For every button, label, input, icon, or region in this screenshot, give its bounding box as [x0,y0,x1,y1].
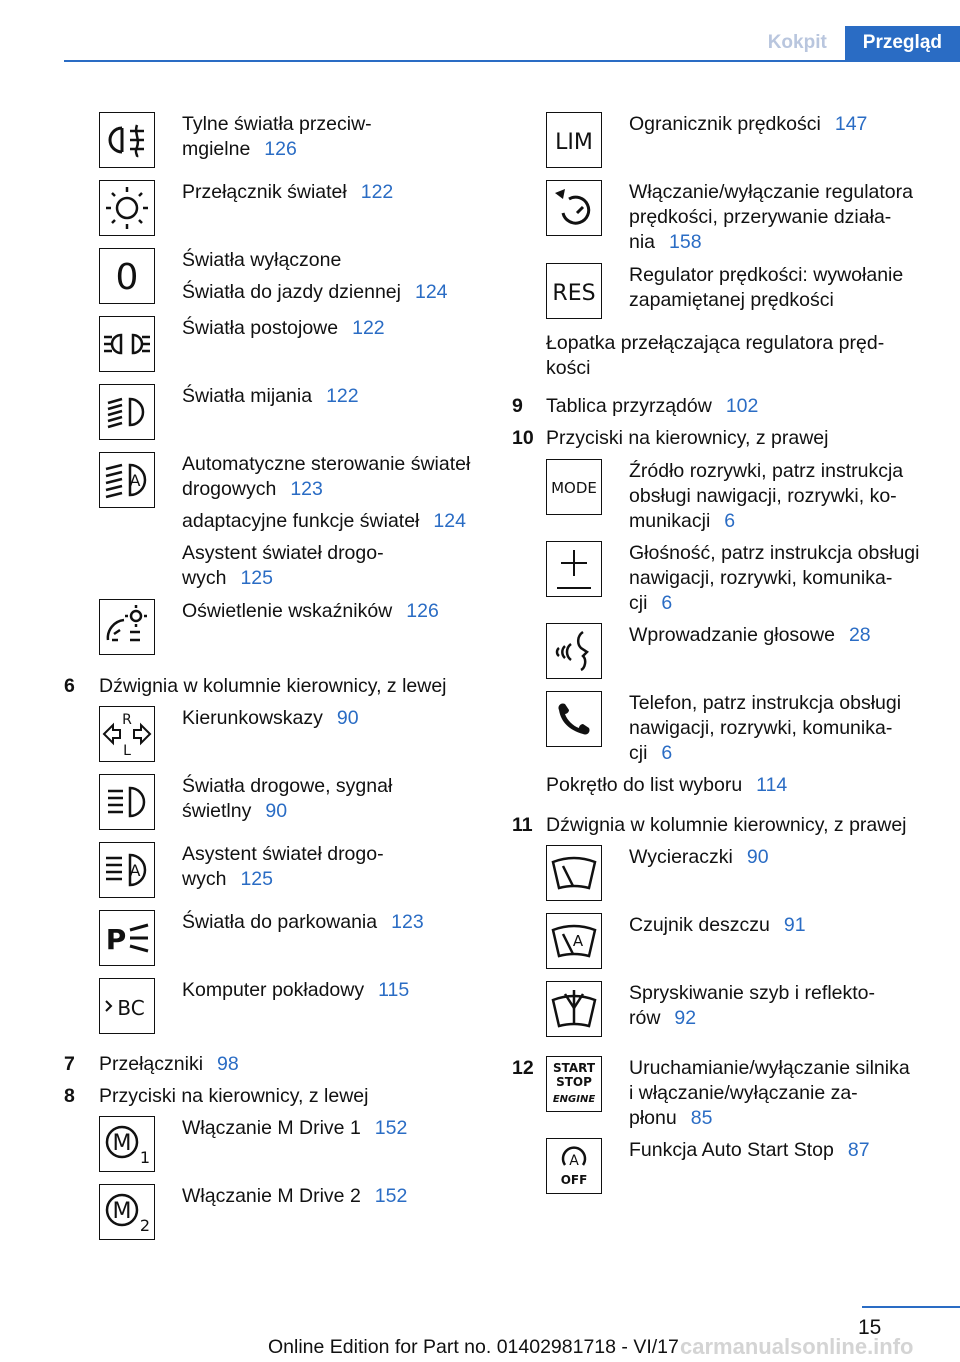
item-number-7: 7 [64,1053,75,1075]
page-ref[interactable]: 123 [290,478,323,500]
page-ref[interactable]: 123 [391,911,424,933]
high-beam-text: Światła drogowe, sygnał świetlny 90 [182,775,393,822]
resume-icon [546,263,602,319]
header-tabs [750,26,960,60]
parking-lights-text: Światła postojowe 122 [182,317,385,339]
instrument-lighting-icon [99,599,155,655]
washer-icon [546,981,602,1037]
page-ref[interactable]: 87 [847,1139,870,1161]
page-ref[interactable]: 124 [414,281,448,303]
auto-a-glyph: A [569,1153,579,1169]
mode-text: Źródło rozrywki, patrz instrukcja obsługi nawigacji, rozrywki, ko- munikacji 6 [629,460,904,532]
page-number: 15 [858,1316,882,1339]
page-ref[interactable]: 122 [360,181,394,203]
lights-off-text: Światła wyłączone Światła do jazdy dziennej 124 [182,249,448,303]
auto-high-beam-text: Automatyczne sterowanie świateł drogowych 123 adaptacyjne funkcje świateł 124 Asystent świateł drogo- wych 125 [182,453,471,589]
item-8-title: Przyciski na kierownicy, z lewej [99,1085,369,1107]
light-switch-icon [99,180,155,236]
page-ref[interactable]: 91 [783,914,806,936]
page-ref[interactable]: 152 [374,1185,408,1207]
speed-limiter-text: Ogranicznik prędkości 147 [629,113,868,135]
page-ref[interactable]: 90 [336,707,359,729]
page-ref[interactable]: 85 [690,1107,713,1129]
stop-glyph: STOP [556,1075,592,1089]
phone-icon [546,691,602,747]
m-drive-2-sub: 2 [139,1216,151,1235]
m-drive-2-text: Włączanie M Drive 2 152 [182,1185,408,1207]
watermark: carmanualsonline.info [680,1334,914,1359]
item-11-title: Dźwignia w kolumnie kierownicy, z prawej [546,814,907,836]
instrument-lighting-text: Oświetlenie wskaźników 126 [182,600,439,622]
onboard-computer-icon [99,978,155,1034]
volume-plus-icon [546,541,602,597]
turn-glyph-l: L [123,743,131,759]
item-number-9: 9 [512,395,523,417]
m-drive-1-text: Włączanie M Drive 1 152 [182,1117,408,1139]
lights-off-glyph: 0 [115,257,139,298]
item-9-title: Tablica przyrządów 102 [546,395,759,417]
resume-text: Regulator prędkości: wywołanie zapamiętanej prędkości [629,264,904,311]
limiter-glyph: LIM [555,130,593,155]
high-beam-assistant-text: Asystent świateł drogo- wych 125 [182,843,384,890]
lights-off-icon [99,248,155,304]
page-ref[interactable]: 28 [848,624,871,646]
header-rule [64,60,960,62]
item-number-10: 10 [512,427,534,449]
m-drive-2-icon [99,1184,155,1240]
voice-input-text: Wprowadzanie głosowe 28 [629,624,871,646]
cruise-control-text: Włączanie/wyłączanie regulatora prędkości, przerywanie działa- nia 158 [629,181,913,253]
rain-sensor-icon [546,913,602,969]
item-6-title: Dźwignia w kolumnie kierownicy, z lewej [99,675,447,697]
m-drive-1-sub: 1 [139,1148,151,1167]
rear-fog-light-icon [99,112,155,168]
start-stop-engine-icon [546,1056,602,1112]
page-ref[interactable]: 98 [217,1053,239,1075]
wipers-icon [546,845,602,901]
m-drive-1-glyph: M [112,1131,132,1156]
item-number-12: 12 [512,1057,534,1079]
page-ref[interactable]: 6 [661,592,673,614]
phone-text: Telefon, patrz instrukcja obsługi nawigacji, rozrywki, komunika- cji 6 [629,692,902,764]
parking-lights-icon [99,316,155,372]
computer-glyph: BC [117,996,145,1020]
page-ref[interactable]: 90 [746,846,769,868]
page-ref[interactable]: 158 [669,231,702,253]
page-ref[interactable]: 92 [674,1007,697,1029]
paddle-text: Łopatka przełączająca regulatora pręd- kości [546,332,885,379]
engine-glyph: ENGINE [552,1094,596,1105]
m-drive-2-glyph: M [112,1199,132,1224]
page-ref[interactable]: 125 [240,868,273,890]
speed-limiter-icon [546,112,602,168]
edition-note: Online Edition for Part no. 01402981718 - VI/17 [268,1336,679,1358]
turn-glyph-r: R [122,712,132,728]
auto-start-stop-text: Funkcja Auto Start Stop 87 [629,1139,870,1161]
mode-glyph: MODE [551,479,597,497]
auto-off-glyph: OFF [560,1173,588,1187]
voice-input-icon [546,623,602,679]
page-ref[interactable]: 6 [724,510,736,532]
page-ref[interactable]: 115 [378,979,410,1001]
onboard-computer-text: Komputer pokładowy 115 [182,979,410,1001]
start-stop-text: Uruchamianie/wyłączanie silnika i włączanie/wyłączanie za- płonu 85 [629,1057,910,1129]
item-7-title: Przełączniki 98 [99,1053,239,1075]
high-beam-icon [99,774,155,830]
rain-sensor-text: Czujnik deszczu 91 [629,914,806,936]
page-ref[interactable]: 122 [326,385,359,407]
page-ref[interactable]: 126 [406,600,439,622]
tab-przeglad[interactable]: Przegląd [845,26,960,60]
auto-high-beam-icon [99,452,155,508]
parking-light-p-text: Światła do parkowania 123 [182,911,424,933]
page-ref[interactable]: 152 [374,1117,408,1139]
knob-text: Pokrętło do list wyboru 114 [546,774,788,796]
low-beam-text: Światła mijania 122 [182,385,359,407]
page-ref[interactable]: 124 [433,510,466,532]
rear-fog-text: Tylne światła przeciw- mgielne 126 [182,113,372,160]
low-beam-icon [99,384,155,440]
auto-start-stop-icon [546,1138,602,1194]
tab-kokpit[interactable]: Kokpit [750,26,845,60]
item-10-title: Przyciski na kierownicy, z prawej [546,427,829,449]
page-ref[interactable]: 122 [352,317,385,339]
page-ref[interactable]: 102 [725,395,759,417]
item-number-11: 11 [512,814,533,836]
wipers-text: Wycieraczki 90 [629,846,769,868]
turn-signal-icon [99,706,155,762]
turn-signal-text: Kierunkowskazy 90 [182,707,359,729]
mode-button-icon [546,459,602,515]
start-glyph: START [552,1061,596,1075]
page-ref[interactable]: 147 [834,113,868,135]
parking-light-p-icon [99,910,155,966]
cruise-control-icon [546,180,602,236]
page-ref[interactable]: 114 [756,774,788,796]
parking-p-glyph: P [105,923,127,956]
light-switch-text: Przełącznik świateł 122 [182,181,394,203]
page-ref[interactable]: 90 [265,800,288,822]
m-drive-1-icon [99,1116,155,1172]
high-beam-assistant-icon [99,842,155,898]
volume-text: Głośność, patrz instrukcja obsługi nawigacji, rozrywki, komunika- cji 6 [629,542,920,614]
item-number-8: 8 [64,1085,75,1107]
res-glyph: RES [552,281,596,306]
page-ref[interactable]: 6 [661,742,673,764]
rain-glyph: A [572,932,584,950]
auto-high-beam-glyph: A [129,471,141,490]
page-ref[interactable]: 126 [264,138,297,160]
assistant-glyph: A [129,861,141,880]
item-number-6: 6 [64,675,75,697]
washer-text: Spryskiwanie szyb i reflekto- rów 92 [629,982,875,1029]
footer-rule [862,1306,960,1308]
page-ref[interactable]: 125 [240,567,273,589]
